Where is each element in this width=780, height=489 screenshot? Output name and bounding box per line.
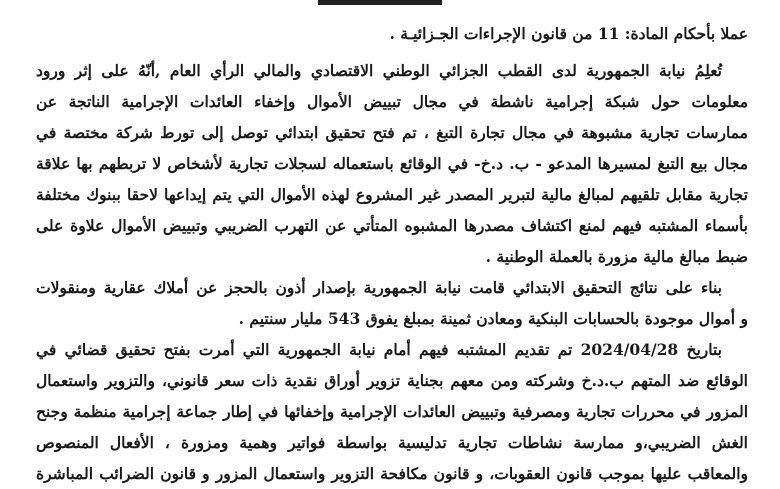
paragraph-3-line-4: الغش الضريبي،و ممارسة نشاطات تجارية تدليسية بواسطة فواتير وهمية ومزورة ، الأفعال المنصوص	[36, 433, 748, 452]
paragraph-1-line-7: ضبط مبالغ مالية مزورة بالعملة الوطنية .	[485, 247, 748, 266]
paragraph-1-line-3: ممارسات تجارية مشبوهة في مجال تجارة التبغ ، تم فتح تحقيق ابتدائي توصل إلى تورط شركة مختصة في	[36, 123, 748, 142]
paragraph-2-line-1: بناء على نتائج التحقيق الابتدائي قامت نيابة الجمهورية بإصدار أذون بالحجز عن أملاك عقارية ومنقولات	[36, 278, 722, 297]
paragraph-3-line-5: والمعاقب عليها بموجب قانون العقوبات، و قانون مكافحة التزوير واستعمال المزور و قانون الضرائب المباشرة	[36, 464, 748, 483]
reference-line: عملا بأحكام المادة: 11 من قانون الإجراءات الجـزائيـة .	[389, 24, 748, 43]
paragraph-2-line-2: و أموال موجودة بالحسابات البنكية ومعادن ثمينة بمبلغ يفوق 543 مليار سنتيم .	[238, 309, 748, 328]
header-rule	[318, 0, 442, 5]
paragraph-1-line-6: بأسماء المشتبه فيهم لمنع اكتشاف مصدرها المشبوه المتأتي عن التهرب الضريبي وتبييض الأموال علاوة على	[36, 216, 748, 235]
paragraph-3-line-1: بتاريخ 2024/04/28 تم تقديم المشتبه فيهم أمام نيابة الجمهورية التي أمرت بفتح تحقيق قضائي في	[36, 340, 722, 359]
paragraph-3-line-2: الوقائع ضد المتهم ب.د.خ وشركته ومن معهم بجناية تزوير أوراق نقدية ذات سعر قانوني، والتزوير واستعمال	[36, 371, 748, 390]
paragraph-1-line-5: تجارية مقابل تلقيهم لمبالغ مالية لتبرير المصدر غير المشروع لهذه الأموال التي يتم إيداعها لاحقا ببنوك مختلفة	[36, 185, 748, 204]
document-body	[36, 18, 748, 489]
paragraph-1-line-4: مجال بيع التبغ لمسيرها المدعو - ب. د.خ- في الوقائع باستعماله لسجلات تجارية لأشخاص لا تربطهم بها علاقة	[36, 154, 749, 173]
paragraph-1-line-2: معلومات حول شبكة إجرامية ناشطة في مجال تبييض الأموال وإخفاء العائدات الإجرامية الناتجة عن	[36, 92, 748, 111]
paragraph-3-line-3: المزور في محررات تجارية ومصرفية وتبييض العائدات الإجرامية وإخفائها في إطار جماعة إجرامية منظمة وجنح	[36, 402, 748, 421]
paragraph-1-line-1: تُعلِمُ نيابة الجمهورية لدى القطب الجزائي الوطني الاقتصادي والمالي الرأي العام ,أنّهُ على إثر ورود	[36, 61, 722, 80]
